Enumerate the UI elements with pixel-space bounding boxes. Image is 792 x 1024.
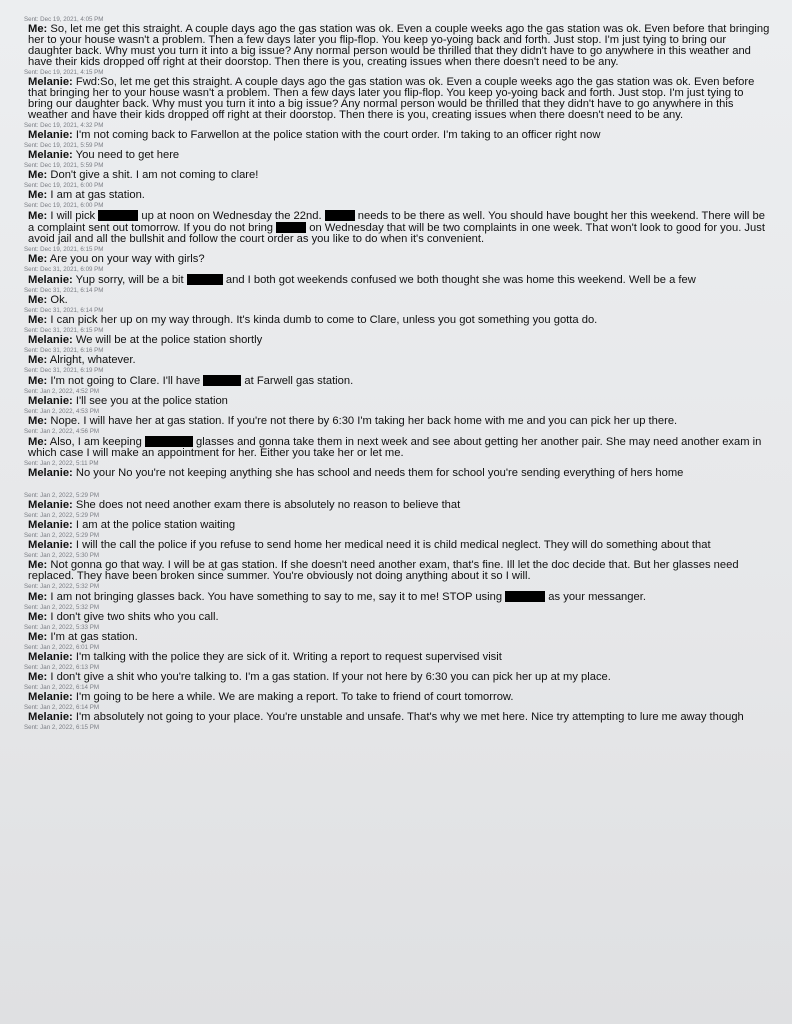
message xyxy=(24,122,770,141)
message-body xyxy=(24,560,770,582)
message xyxy=(24,552,770,582)
message-body xyxy=(24,540,770,551)
sender-name: Me: xyxy=(28,415,48,427)
message xyxy=(24,69,770,121)
sender-name: Me: xyxy=(28,354,48,366)
sender-name: Melanie: xyxy=(28,76,73,88)
sent-timestamp: Sent: Jan 2, 2022, 6:14 PM xyxy=(24,704,99,711)
message-body xyxy=(24,254,770,265)
sent-timestamp: Sent: Dec 31, 2021, 6:14 PM xyxy=(24,287,104,294)
message-body xyxy=(24,712,770,723)
message-text: I will the call the police if you refuse to send home her medical need it is child medical neglect. They will do something about that xyxy=(72,539,711,551)
message xyxy=(24,624,770,643)
message xyxy=(24,202,770,245)
message-text: You need to get here xyxy=(72,149,180,161)
sender-name: Melanie: xyxy=(28,539,73,551)
message-body xyxy=(24,274,770,286)
sent-timestamp: Sent: Jan 2, 2022, 5:33 PM xyxy=(24,624,99,631)
message-text: I don't give a shit who you're talking to. I'm a gas station. If your not here by 6:30 you can pick her up at my place. xyxy=(47,671,611,683)
sent-timestamp: Sent: Dec 19, 2021, 6:15 PM xyxy=(24,246,104,253)
sent-timestamp: Sent: Jan 2, 2022, 6:15 PM xyxy=(24,724,99,731)
sent-timestamp: Sent: Dec 19, 2021, 4:05 PM xyxy=(24,16,104,23)
sender-name: Me: xyxy=(28,314,48,326)
message-body xyxy=(24,315,770,326)
sender-name: Me: xyxy=(28,671,48,683)
message-text: at Farwell gas station. xyxy=(241,375,354,387)
message xyxy=(24,532,770,551)
message-body xyxy=(24,190,770,201)
message xyxy=(24,142,770,161)
sent-timestamp: Sent: Jan 2, 2022, 5:29 PM xyxy=(24,532,99,539)
message-text: Not gonna go that way. I will be at gas station. If she doesn't need another exam, that's fine. Ill let the doc decide that. But her glasses need replaced. They have been broken since summer. You're obviously not doing anything about it so I will. xyxy=(28,559,739,582)
message xyxy=(24,246,770,265)
message xyxy=(24,347,770,366)
message-text: She does not need another exam there is absolutely no reason to believe that xyxy=(72,499,461,511)
message-text: Fwd:So, let me get this straight. A couple days ago the gas station was ok. Even a couple weeks ago the gas station was ok. Even before that bringing her to your house wasn't a problem. Then a few days later you flip-flop. You keep yo-yoing back and forth. Just stop. I'm just tying to bring our daughter back. Why must you turn it into a big issue? Any normal person would be thrilled that they didn't have to go anywhere in this weather and have their kids dropped off right at their doorstop. Then there is you, creating issues when there doesn't need to be any. xyxy=(28,76,755,121)
message-text: on Wednesday that will be two complaints in one week. That won't look to good for you. Just avoid jail and all the bullshit and follow the court order as you like to do when it's convenient. xyxy=(28,222,765,245)
message-text: Nope. I will have her at gas station. If you're not there by 6:30 I'm taking her back home with me and you can pick her up there. xyxy=(47,415,678,427)
message-text: I'm going to be here a while. We are making a report. To take to friend of court tomorrow. xyxy=(72,691,514,703)
sender-name: Melanie: xyxy=(28,519,73,531)
message-text: Don't give a shit. I am not coming to clare! xyxy=(47,169,259,181)
message-text: as your messanger. xyxy=(545,591,646,603)
message-body xyxy=(24,130,770,141)
message-text: Also, I am keeping xyxy=(47,436,145,448)
message-text: I'm not coming back to Farwellon at the police station with the court order. I'm taking to an officer right now xyxy=(72,129,601,141)
message-body xyxy=(24,150,770,161)
sent-timestamp: Sent: Dec 19, 2021, 4:32 PM xyxy=(24,122,104,129)
message-text: and I both got weekends confused we both thought she was home this weekend. Well be a few xyxy=(222,274,696,286)
message-body xyxy=(24,77,770,121)
sender-name: Me: xyxy=(28,631,48,643)
sent-timestamp: Sent: Dec 19, 2021, 4:15 PM xyxy=(24,69,104,76)
sender-name: Melanie: xyxy=(28,467,73,479)
sent-timestamp: Sent: Jan 2, 2022, 5:32 PM xyxy=(24,604,99,611)
sent-timestamp: Sent: Jan 2, 2022, 4:53 PM xyxy=(24,408,99,415)
message xyxy=(24,287,770,306)
sent-timestamp: Sent: Jan 2, 2022, 6:13 PM xyxy=(24,664,99,671)
message xyxy=(24,512,770,531)
message-body xyxy=(24,335,770,346)
message-body xyxy=(24,612,770,623)
message xyxy=(24,684,770,703)
sender-name: Me: xyxy=(28,294,48,306)
message-body xyxy=(24,375,770,387)
sender-name: Me: xyxy=(28,591,48,603)
message-body xyxy=(24,24,770,68)
message-text: Ok. xyxy=(47,294,68,306)
sent-timestamp: Sent: Dec 31, 2021, 6:14 PM xyxy=(24,307,104,314)
sent-timestamp: Sent: Jan 2, 2022, 5:11 PM xyxy=(24,460,99,467)
message xyxy=(24,583,770,603)
message-text: I'm not going to Clare. I'll have xyxy=(47,375,204,387)
message-text: I'm talking with the police they are sick of it. Writing a report to request supervised visit xyxy=(72,651,502,663)
sender-name: Melanie: xyxy=(28,334,73,346)
sender-name: Me: xyxy=(28,253,48,265)
sender-name: Melanie: xyxy=(28,499,73,511)
sent-timestamp: Sent: Jan 2, 2022, 6:14 PM xyxy=(24,684,99,691)
sent-timestamp: Sent: Dec 19, 2021, 6:00 PM xyxy=(24,182,104,189)
redaction-bar xyxy=(98,210,138,221)
message-body xyxy=(24,652,770,663)
sent-timestamp: Sent: Dec 31, 2021, 6:16 PM xyxy=(24,347,104,354)
message-text: We will be at the police station shortly xyxy=(72,334,263,346)
message-body xyxy=(24,170,770,181)
message-text: I don't give two shits who you call. xyxy=(47,611,219,623)
sent-timestamp: Sent: Jan 2, 2022, 6:01 PM xyxy=(24,644,99,651)
sender-name: Melanie: xyxy=(28,129,73,141)
message-text: I will pick xyxy=(47,210,99,222)
sent-timestamp: Sent: Jan 2, 2022, 5:30 PM xyxy=(24,552,99,559)
message xyxy=(24,492,770,511)
message-text: I'm at gas station. xyxy=(47,631,138,643)
sender-name: Me: xyxy=(28,189,48,201)
redaction-bar xyxy=(325,210,355,221)
message-text: I can pick her up on my way through. It's kinda dumb to come to Clare, unless you got something you gotta do. xyxy=(47,314,598,326)
message xyxy=(24,408,770,427)
sender-name: Melanie: xyxy=(28,274,73,286)
message-text: I'm absolutely not going to your place. You're unstable and unsafe. That's why we met here. Nice try attempting to lure me away though xyxy=(72,711,744,723)
sender-name: Melanie: xyxy=(28,691,73,703)
message xyxy=(24,16,770,68)
message xyxy=(24,388,770,407)
message xyxy=(24,664,770,683)
message-body xyxy=(24,591,770,603)
message-body xyxy=(24,500,770,511)
sent-timestamp: Sent: Dec 31, 2021, 6:09 PM xyxy=(24,266,104,273)
message-body xyxy=(24,210,770,245)
sender-name: Me: xyxy=(28,375,48,387)
message xyxy=(24,604,770,623)
sent-timestamp: Sent: Jan 2, 2022, 4:56 PM xyxy=(24,428,99,435)
message xyxy=(24,182,770,201)
sender-name: Me: xyxy=(28,210,48,222)
sent-timestamp: Sent: Jan 2, 2022, 5:29 PM xyxy=(24,492,99,499)
message-text: I am at the police station waiting xyxy=(72,519,236,531)
sent-timestamp: Sent: Dec 31, 2021, 6:15 PM xyxy=(24,327,104,334)
sent-timestamp: Sent: Dec 19, 2021, 5:59 PM xyxy=(24,162,104,169)
message-text: Are you on your way with girls? xyxy=(47,253,205,265)
message xyxy=(24,162,770,181)
sender-name: Melanie: xyxy=(28,395,73,407)
message-body xyxy=(24,672,770,683)
sender-name: Melanie: xyxy=(28,149,73,161)
redaction-bar xyxy=(187,274,223,285)
message-body xyxy=(24,416,770,427)
message-body xyxy=(24,632,770,643)
message-text: Yup sorry, will be a bit xyxy=(72,274,187,286)
message-body xyxy=(24,436,770,459)
message xyxy=(24,327,770,346)
message-text: So, let me get this straight. A couple days ago the gas station was ok. Even a couple weeks ago the gas station was ok. Even before that bringing her to your house wasn't a problem. Then a few days later you flip-flop. You keep yo-yoing back and forth. Just stop. I'm just tying to bring our daughter back. Why must you turn it into a big issue? Any normal person would be thrilled that they didn't have to go anywhere in this weather and have their kids dropped off right at their doorstop. Then there is you, creating issues when there doesn't need to be any. xyxy=(28,23,770,68)
sent-timestamp: Sent: Dec 19, 2021, 6:00 PM xyxy=(24,202,104,209)
message xyxy=(24,428,770,459)
message-body xyxy=(24,468,770,479)
message-text: I am not bringing glasses back. You have something to say to me, say it to me! STOP using xyxy=(47,591,506,603)
sender-name: Melanie: xyxy=(28,651,73,663)
message xyxy=(24,367,770,387)
message-text: No your No you're not keeping anything she has school and needs them for school you're sending everything of hers home xyxy=(72,467,684,479)
sent-timestamp: Sent: Jan 2, 2022, 5:29 PM xyxy=(24,512,99,519)
sender-name: Me: xyxy=(28,611,48,623)
sender-name: Me: xyxy=(28,23,48,35)
message-text: needs to be there as well. You should have bought her this weekend. There will be a complaint sent out tomorrow. If you do not bring xyxy=(28,210,765,234)
redaction-bar xyxy=(145,436,193,447)
sent-timestamp: Sent: Jan 2, 2022, 5:32 PM xyxy=(24,583,99,590)
message-body xyxy=(24,396,770,407)
sender-name: Melanie: xyxy=(28,711,73,723)
sender-name: Me: xyxy=(28,559,48,571)
sent-timestamp: Sent: Dec 31, 2021, 6:19 PM xyxy=(24,367,104,374)
message-body xyxy=(24,692,770,703)
sender-name: Me: xyxy=(28,169,48,181)
message-body xyxy=(24,520,770,531)
message-text: I'll see you at the police station xyxy=(72,395,228,407)
redaction-bar xyxy=(276,222,306,233)
redaction-bar xyxy=(203,375,241,386)
message-text: Alright, whatever. xyxy=(47,354,136,366)
message-text: I am at gas station. xyxy=(47,189,145,201)
message xyxy=(24,644,770,663)
message xyxy=(24,460,770,479)
message-text: glasses and gonna take them in next week and see about getting her another pair. She may need another exam in which case I will make an appointment for her. Either you take her or let me. xyxy=(28,436,762,459)
sent-timestamp: Sent: Dec 19, 2021, 5:59 PM xyxy=(24,142,104,149)
message-body xyxy=(24,295,770,306)
redaction-bar xyxy=(505,591,545,602)
message xyxy=(24,704,770,723)
message-text: up at noon on Wednesday the 22nd. xyxy=(138,210,325,222)
spacer xyxy=(24,480,770,492)
sender-name: Me: xyxy=(28,436,48,448)
sent-timestamp: Sent: Jan 2, 2022, 4:52 PM xyxy=(24,388,99,395)
message-body xyxy=(24,355,770,366)
message xyxy=(24,307,770,326)
message xyxy=(24,266,770,286)
